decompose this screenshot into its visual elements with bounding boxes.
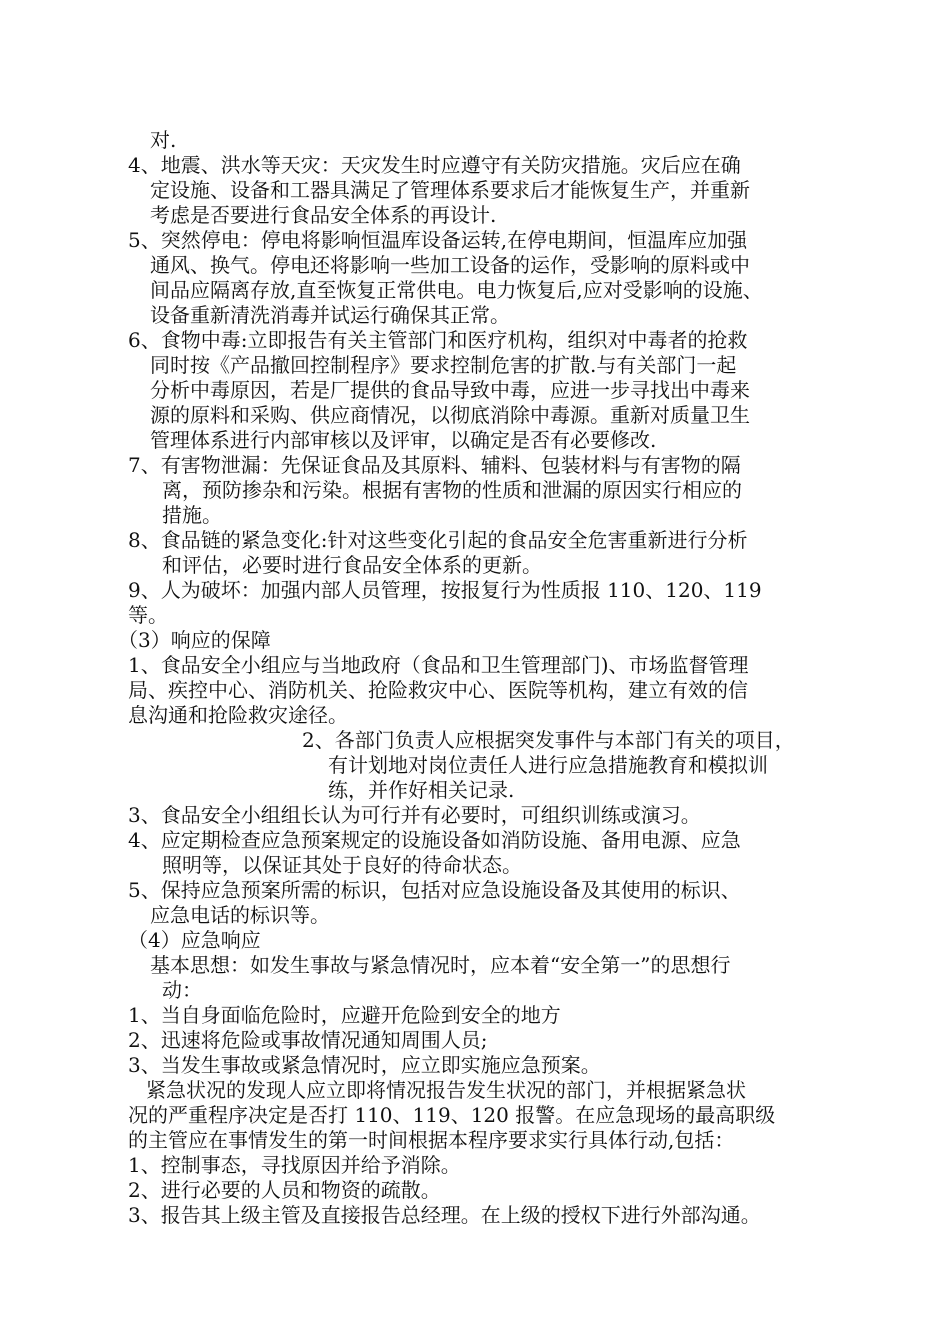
text-line: 应急电话的标识等。	[150, 903, 330, 927]
text-line: 4、应定期检查应急预案规定的设施设备如消防设施、备用电源、应急	[128, 828, 741, 852]
text-line: 1、控制事态，寻找原因并给予消除。	[128, 1153, 461, 1177]
text-line: 有计划地对岗位责任人进行应急措施教育和模拟训	[328, 753, 768, 777]
text-line: 分析中毒原因，若是厂提供的食品导致中毒，应进一步寻找出中毒来	[150, 378, 750, 402]
text-line: 定设施、设备和工器具满足了管理体系要求后才能恢复生产，并重新	[150, 178, 750, 202]
text-line: 源的原料和采购、供应商情况，以彻底消除中毒源。重新对质量卫生	[150, 403, 750, 427]
text-line: 管理体系进行内部审核以及评审，以确定是否有必要修改.	[150, 428, 657, 452]
text-line: 况的严重程序决定是否打 110、119、120 报警。在应急现场的最高职级	[128, 1103, 776, 1127]
text-line: 间品应隔离存放,直至恢复正常供电。电力恢复后,应对受影响的设施、	[150, 278, 763, 302]
text-line: 5、突然停电：停电将影响恒温库设备运转,在停电期间，恒温库应加强	[128, 228, 748, 252]
text-line: 考虑是否要进行食品安全体系的再设计.	[150, 203, 497, 227]
text-line: 离，预防掺杂和污染。根据有害物的性质和泄漏的原因实行相应的	[162, 478, 742, 502]
text-line: 3、报告其上级主管及直接报告总经理。在上级的授权下进行外部沟通。	[128, 1203, 761, 1227]
text-line: 照明等，以保证其处于良好的待命状态。	[162, 853, 522, 877]
text-line: 措施。	[162, 503, 222, 527]
text-line: 的主管应在事情发生的第一时间根据本程序要求实行具体行动,包括：	[128, 1128, 735, 1152]
text-line: 息沟通和抢险救灾途径。	[128, 703, 348, 727]
text-line: 紧急状况的发现人应立即将情况报告发生状况的部门，并根据紧急状	[146, 1078, 746, 1102]
text-line: 等。	[128, 603, 168, 627]
text-line: 1、食品安全小组应与当地政府（食品和卫生管理部门)、市场监督管理	[128, 653, 749, 677]
text-line: 8、食品链的紧急变化:针对这些变化引起的食品安全危害重新进行分析	[128, 528, 748, 552]
text-line: 局、疾控中心、消防机关、抢险救灾中心、医院等机构，建立有效的信	[128, 678, 748, 702]
text-line: 9、人为破坏：加强内部人员管理，按报复行为性质报 110、120、119	[128, 578, 762, 602]
text-line: 2、各部门负责人应根据突发事件与本部门有关的项目，	[302, 728, 795, 752]
section-heading: （3）响应的保障	[118, 628, 271, 652]
text-line: 对.	[150, 128, 177, 152]
text-line: 2、进行必要的人员和物资的疏散。	[128, 1178, 441, 1202]
text-line: 基本思想：如发生事故与紧急情况时，应本着“安全第一”的思想行	[150, 953, 731, 977]
text-line: 和评估，必要时进行食品安全体系的更新。	[162, 553, 542, 577]
text-line: 设备重新清洗消毒并试运行确保其正常。	[150, 303, 510, 327]
text-line: 7、有害物泄漏：先保证食品及其原料、辅料、包装材料与有害物的隔	[128, 453, 741, 477]
text-line: 3、当发生事故或紧急情况时，应立即实施应急预案。	[128, 1053, 601, 1077]
text-line: 3、食品安全小组组长认为可行并有必要时，可组织训练或演习。	[128, 803, 701, 827]
text-line: 通风、换气。停电还将影响一些加工设备的运作，受影响的原料或中	[150, 253, 750, 277]
text-line: 4、地震、洪水等天灾：天灾发生时应遵守有关防灾措施。灾后应在确	[128, 153, 741, 177]
text-line: 5、保持应急预案所需的标识，包括对应急设施设备及其使用的标识、	[128, 878, 741, 902]
text-line: 动：	[162, 978, 202, 1002]
text-line: 同时按《产品撤回控制程序》要求控制危害的扩散.与有关部门一起	[150, 353, 737, 377]
text-line: 1、当自身面临危险时，应避开危险到安全的地方	[128, 1003, 561, 1027]
text-line: 6、食物中毒:立即报告有关主管部门和医疗机构，组织对中毒者的抢救	[128, 328, 748, 352]
section-heading: （4）应急响应	[128, 928, 261, 952]
text-line: 2、迅速将危险或事故情况通知周围人员;	[128, 1028, 488, 1052]
text-line: 练，并作好相关记录.	[328, 778, 515, 802]
